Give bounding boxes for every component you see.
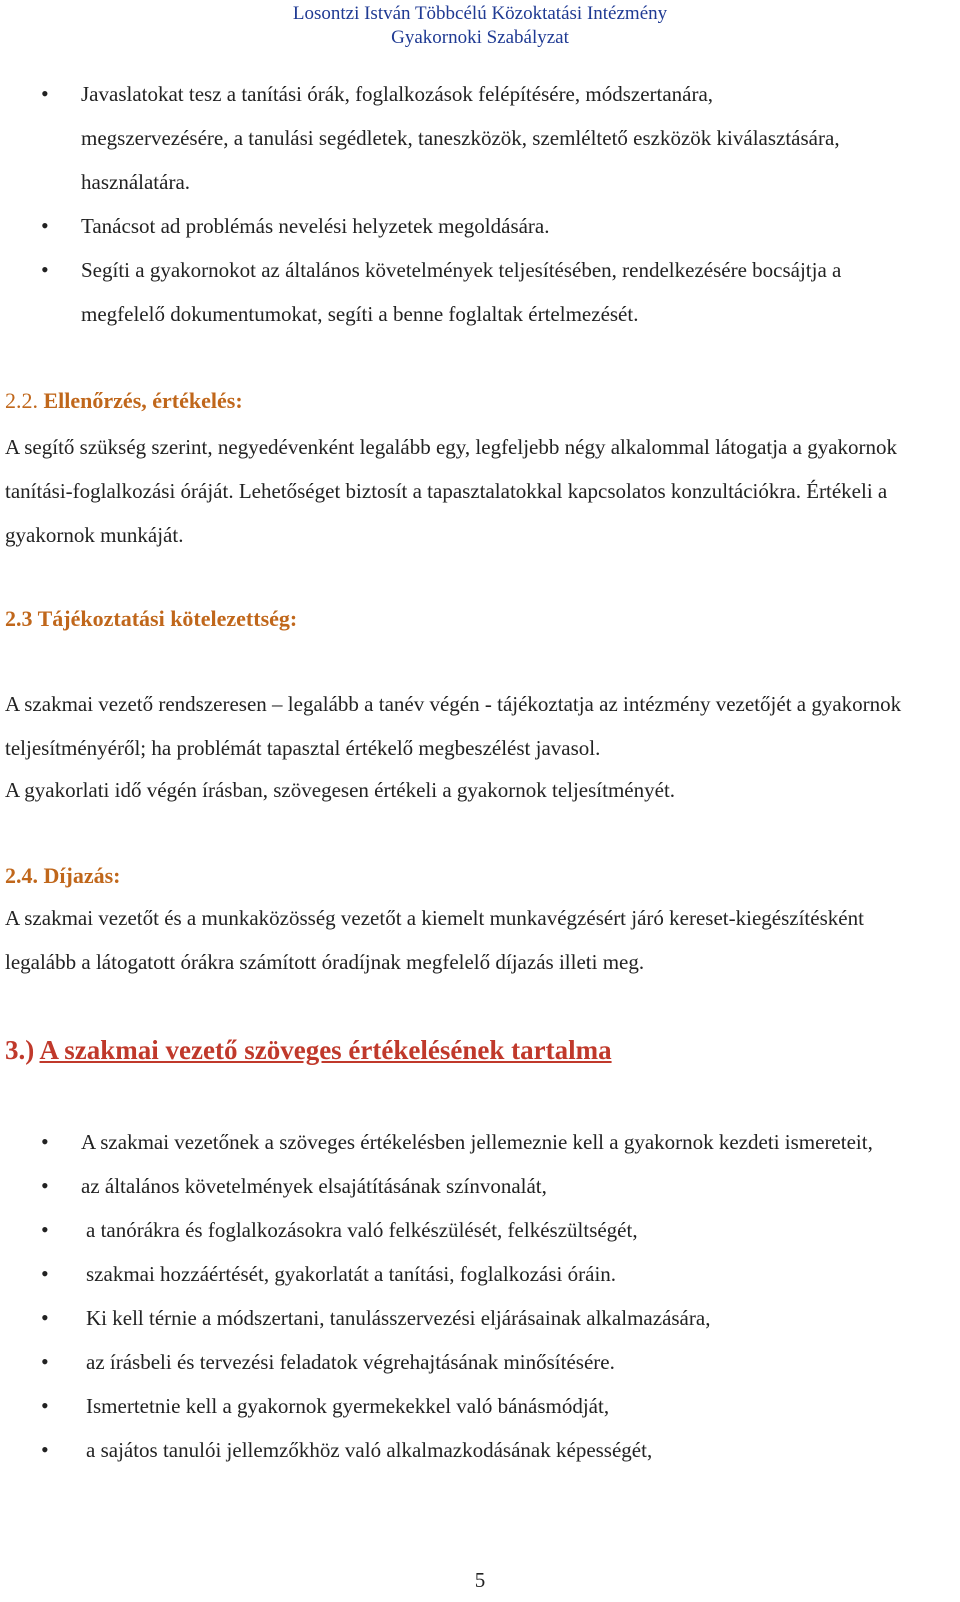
- list-item: • Ki kell térnie a módszertani, tanulásszervezési eljárásainak alkalmazására,: [0, 1296, 955, 1340]
- list-item: • Segíti a gyakornokot az általános követelmények teljesítésében, rendelkezésére bocsájtja a megfelelő dokumentumokat, segíti a benne foglaltak értelmezését.: [0, 248, 881, 336]
- section-number: 2.2.: [5, 388, 38, 413]
- list-item: • a tanórákra és foglalkozásokra való felkészülését, felkészültségét,: [0, 1208, 955, 1252]
- bullet-list-bottom: [0, 1120, 955, 1472]
- bullet-list-top: [0, 72, 955, 336]
- list-item: • Javaslatokat tesz a tanítási órák, foglalkozások felépítésére, módszertanára, megszervezésére, a tanulási segédletek, taneszközök, szemléltető eszközök kiválasztására, használatára.: [0, 72, 841, 204]
- section-number: 3.): [5, 1035, 35, 1065]
- paragraph-2-2: A segítő szükség szerint, negyedévenként legalább egy, legfeljebb négy alkalommal látogatja a gyakornok tanítási-foglalkozási óráját. Lehetőséget biztosít a tapasztalatokkal kapcsolatos konzultációkra. Értékeli a gyakornok munkáját.: [5, 435, 898, 547]
- section-heading-3: [5, 1033, 612, 1067]
- section-heading-2-2: [5, 386, 243, 416]
- list-item: • a sajátos tanulói jellemzőkhöz való alkalmazkodásának képességét,: [0, 1428, 955, 1472]
- header-institution: Losontzi István Többcélú Közoktatási Intézmény: [292, 3, 668, 24]
- section-heading-2-4: 2.4. Díjazás:: [5, 863, 121, 888]
- list-item: • Tanácsot ad problémás nevelési helyzetek megoldására.: [0, 204, 955, 248]
- paragraph-2-3-b: A gyakorlati idő végén írásban, szövegesen értékeli a gyakornok teljesítményét.: [5, 778, 676, 802]
- page-number: 5: [474, 1568, 486, 1592]
- list-item: • az általános követelmények elsajátításának színvonalát,: [0, 1164, 955, 1208]
- section-title: Ellenőrzés, értékelés:: [43, 388, 243, 413]
- paragraph-2-4: A szakmai vezetőt és a munkaközösség vezetőt a kiemelt munkavégzésért járó kereset-kiegészítésként legalább a látogatott órákra számított óradíjnak megfelelő díjazás illeti meg.: [5, 906, 864, 974]
- section-heading-2-3: 2.3 Tájékoztatási kötelezettség:: [5, 606, 298, 631]
- list-item: • Ismertetnie kell a gyakornok gyermekekkel való bánásmódját,: [0, 1384, 955, 1428]
- list-item: • szakmai hozzáértését, gyakorlatát a tanítási, foglalkozási óráin.: [0, 1252, 955, 1296]
- paragraph-2-3-a: A szakmai vezető rendszeresen – legalább a tanév végén - tájékoztatja az intézmény vezetőjét a gyakornok teljesítményéről; ha problémát tapasztal értékelő megbeszélést javasol.: [5, 692, 902, 760]
- list-item: • A szakmai vezetőnek a szöveges értékelésben jellemeznie kell a gyakornok kezdeti ismereteit,: [0, 1120, 911, 1164]
- section-title: A szakmai vezető szöveges értékelésének tartalma: [39, 1035, 612, 1065]
- header-document-title: Gyakornoki Szabályzat: [391, 27, 569, 48]
- list-item: • az írásbeli és tervezési feladatok végrehajtásának minősítésére.: [0, 1340, 955, 1384]
